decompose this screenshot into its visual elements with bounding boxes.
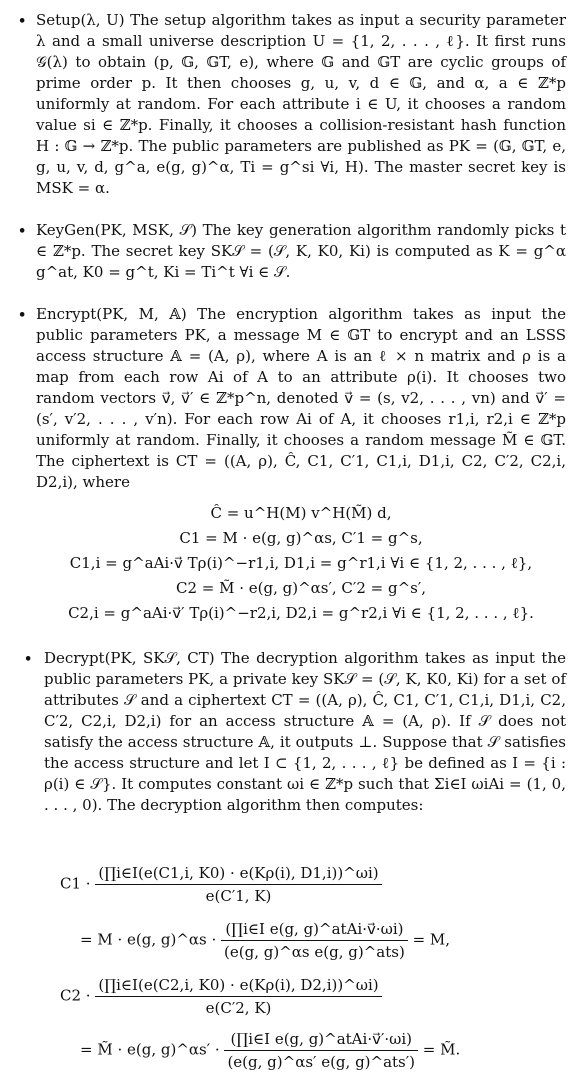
decrypt-eq2-fraction xyxy=(221,918,408,963)
encrypt-eq-c1i: C1,i = g^aAi·v⃗ Tρ(i)^−r1,i, D1,i = g^r1,i ∀i ∈ {1, 2, . . . , ℓ}, xyxy=(69,554,533,572)
decrypt-eq1-denominator: e(C′1, K) xyxy=(205,887,272,905)
decrypt-eq2-lhs: = M · e(g, g)^αs · xyxy=(80,930,217,949)
decrypt-eq1 xyxy=(60,862,382,907)
decrypt-eq3-denominator: e(C′2, K) xyxy=(205,999,272,1017)
decrypt-eq1-lhs: C1 · xyxy=(60,874,91,893)
decrypt-eq3-fraction xyxy=(95,974,381,1019)
decrypt-eq3 xyxy=(60,974,382,1019)
encrypt-eq-chat: Ĉ = u^H(M) v^H(M̃) d, xyxy=(210,504,392,522)
encrypt-paragraph: Encrypt(PK, M, 𝔸) The encryption algorithm takes as input the public parameters PK, a message M ∈ 𝔾T to encrypt and an LSSS access structure 𝔸 = (A, ρ), where A is an ℓ × n matrix and ρ is a map from each row Ai of A to an attribute ρ(i). It chooses two random vectors v⃗, v⃗′ ∈ ℤ*p^n, denoted v⃗ = (s, v2, . . . , vn) and v⃗′ = (s′, v′2, . . . , v′n). For each row Ai of A, it chooses r1,i, r2,i ∈ ℤ*p uniformly at random. Finally, it chooses a random message M̃ ∈ 𝔾T. The ciphertext is CT = ((A, ρ), Ĉ, C1, C′1, C1,i, D1,i, C2, C′2, C2,i, D2,i), where xyxy=(36,305,566,491)
decrypt-eq2-denominator: (e(g, g)^αs e(g, g)^ats) xyxy=(224,943,405,961)
decrypt-eq4-lhs: = M̃ · e(g, g)^αs′ · xyxy=(80,1040,220,1059)
setup-bullet: • xyxy=(18,14,27,29)
decrypt-eq2-numerator: (∏i∈I e(g, g)^atAi·v⃗·ωi) xyxy=(221,918,408,941)
encrypt-bullet: • xyxy=(18,308,27,323)
decrypt-eq4-denominator: (e(g, g)^αs′ e(g, g)^ats′) xyxy=(227,1053,416,1071)
decrypt-bullet: • xyxy=(24,652,33,667)
decrypt-eq1-fraction xyxy=(95,862,381,907)
decrypt-eq4-rhs: = M̃. xyxy=(422,1040,461,1059)
keygen-bullet: • xyxy=(18,224,27,239)
decrypt-paragraph: Decrypt(PK, SK𝒮, CT) The decryption algorithm takes as input the public parameters PK, a private key SK𝒮 = (𝒮, K, K0, Ki) for a set of attributes 𝒮 and a ciphertext CT = ((A, ρ), Ĉ, C1, C′1, C1,i, D1,i, C2, C′2, C2,i, D2,i) for an access structure 𝔸 = (A, ρ). If 𝒮 does not satisfy the access structure 𝔸, it outputs ⊥. Suppose that 𝒮 satisfies the access structure and let I ⊂ {1, 2, . . . , ℓ} be defined as I = {i : ρ(i) ∈ 𝒮}. It computes constant ωi ∈ ℤ*p such that Σi∈I ωiAi = (1, 0, . . . , 0). The decryption algorithm then computes: xyxy=(44,649,566,814)
encrypt-eq-c2i: C2,i = g^aAi·v⃗′ Tρ(i)^−r2,i, D2,i = g^r2,i ∀i ∈ {1, 2, . . . , ℓ}. xyxy=(68,604,534,622)
setup-paragraph: Setup(λ, U) The setup algorithm takes as input a security parameter λ and a small universe description U = {1, 2, . . . , ℓ}. It first runs 𝒢(λ) to obtain (p, 𝔾, 𝔾T, e), where 𝔾 and 𝔾T are cyclic groups of prime order p. It then chooses g, u, v, d ∈ 𝔾, and α, a ∈ ℤ*p uniformly at random. For each attribute i ∈ U, it chooses a random value si ∈ ℤ*p. Finally, it chooses a collision-resistant hash function H : 𝔾 → ℤ*p. The public parameters are published as PK = (𝔾, 𝔾T, e, g, u, v, d, g^a, e(g, g)^α, Ti = g^si ∀i, H). The master secret key is MSK = α. xyxy=(36,11,566,197)
decrypt-eq4 xyxy=(80,1028,460,1073)
decrypt-eq2-rhs: = M, xyxy=(412,930,451,949)
encrypt-eq-c2: C2 = M̃ · e(g, g)^αs′, C′2 = g^s′, xyxy=(175,579,427,597)
decrypt-eq2 xyxy=(80,918,450,963)
decrypt-eq4-numerator: (∏i∈I e(g, g)^atAi·v⃗′·ωi) xyxy=(224,1028,418,1051)
keygen-paragraph: KeyGen(PK, MSK, 𝒮) The key generation algorithm randomly picks t ∈ ℤ*p. The secret key SK𝒮 = (𝒮, K, K0, Ki) is computed as K = g^α g^at, K0 = g^t, Ki = Ti^t ∀i ∈ 𝒮. xyxy=(36,221,566,281)
encrypt-eq-c1: C1 = M · e(g, g)^αs, C′1 = g^s, xyxy=(179,529,423,547)
decrypt-eq3-numerator: (∏i∈I(e(C2,i, K0) · e(Kρ(i), D2,i))^ωi) xyxy=(95,974,381,997)
decrypt-eq3-lhs: C2 · xyxy=(60,986,91,1005)
decrypt-eq4-fraction xyxy=(224,1028,418,1073)
decrypt-eq1-numerator: (∏i∈I(e(C1,i, K0) · e(Kρ(i), D1,i))^ωi) xyxy=(95,862,381,885)
